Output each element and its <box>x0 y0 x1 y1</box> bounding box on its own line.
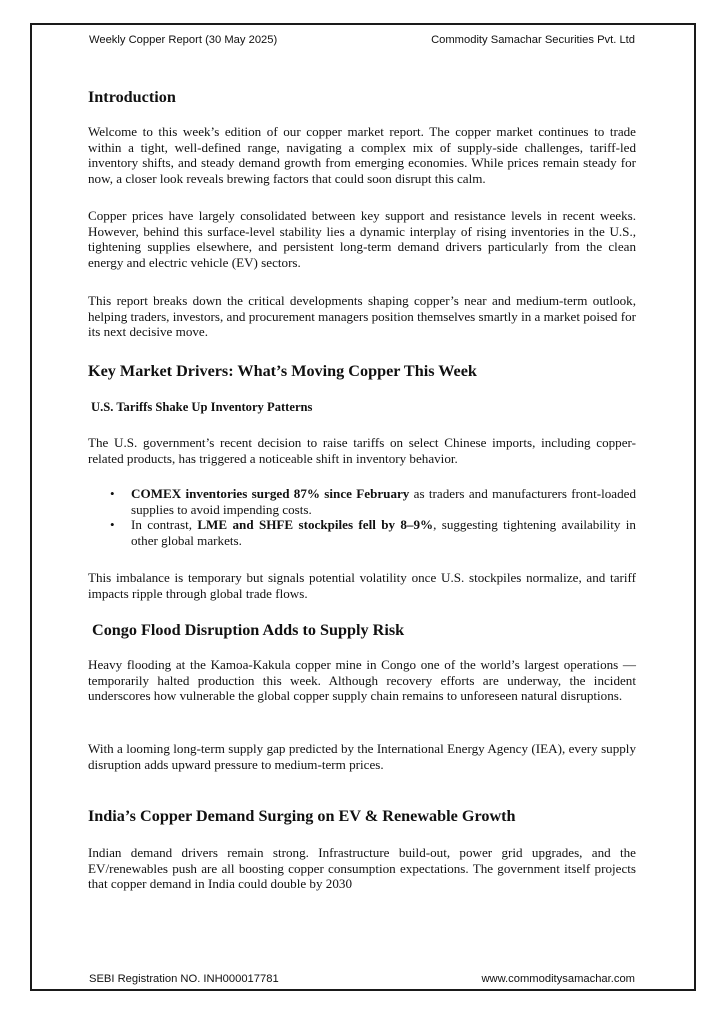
intro-heading: Introduction <box>88 88 176 106</box>
tariffs-paragraph-1: The U.S. government’s recent decision to raise tariffs on select Chinese imports, including copper-related products, has triggered a noticeable shift in inventory behavior. <box>88 435 636 466</box>
company-name: Commodity Samachar Securities Pvt. Ltd <box>431 34 635 46</box>
tariffs-subheading: U.S. Tariffs Shake Up Inventory Patterns <box>91 400 313 414</box>
india-heading: India’s Copper Demand Surging on EV & Renewable Growth <box>88 807 516 825</box>
list-item: • COMEX inventories surged 87% since February as traders and manufacturers front-loaded supplies to avoid impending costs. <box>88 486 636 517</box>
report-title: Weekly Copper Report (30 May 2025) <box>89 34 278 46</box>
congo-paragraph-2: With a looming long-term supply gap predicted by the International Energy Agency (IEA), every supply disruption adds upward pressure to medium-term prices. <box>88 741 636 772</box>
sebi-registration: SEBI Registration NO. INH000017781 <box>89 973 279 985</box>
intro-paragraph-2: Copper prices have largely consolidated between key support and resistance levels in recent weeks. However, behind this surface-level stability lies a dynamic interplay of rising inventories in the U.S., tightening supplies elsewhere, and persistent long-term demand drivers particularly from the clean energy and electric vehicle (EV) sectors. <box>88 208 636 270</box>
intro-paragraph-3: This report breaks down the critical developments shaping copper’s near and medium-term outlook, helping traders, investors, and procurement managers position themselves smartly in a market poised for its next decisive move. <box>88 293 636 340</box>
website-link[interactable]: www.commoditysamachar.com <box>481 973 635 985</box>
document-body <box>88 0 636 1024</box>
india-paragraph-1: Indian demand drivers remain strong. Infrastructure build-out, power grid upgrades, and the EV/renewables push are all boosting copper consumption expectations. The government itself projects that copper demand in India could double by 2030 <box>88 845 636 892</box>
tariffs-bullet-list <box>88 486 636 548</box>
tariffs-paragraph-2: This imbalance is temporary but signals potential volatility once U.S. stockpiles normalize, and tariff impacts ripple through global trade flows. <box>88 570 636 601</box>
congo-heading: Congo Flood Disruption Adds to Supply Risk <box>92 621 405 639</box>
list-item: • In contrast, LME and SHFE stockpiles fell by 8–9%, suggesting tightening availability in other global markets. <box>88 517 636 548</box>
congo-paragraph-1: Heavy flooding at the Kamoa-Kakula copper mine in Congo one of the world’s largest operations — temporarily halted production this week. Although recovery efforts are underway, the incident underscores how vulnerable the global copper supply chain remains to unforeseen natural disruptions. <box>88 657 636 704</box>
intro-paragraph-1: Welcome to this week’s edition of our copper market report. The copper market continues to trade within a tight, well-defined range, navigating a complex mix of supply-side challenges, tariff-led inventory shifts, and steady demand growth from emerging economies. While prices remain steady for now, a closer look reveals brewing factors that could soon disrupt this calm. <box>88 124 636 186</box>
page-footer <box>89 973 635 985</box>
drivers-heading: Key Market Drivers: What’s Moving Copper This Week <box>88 362 477 380</box>
